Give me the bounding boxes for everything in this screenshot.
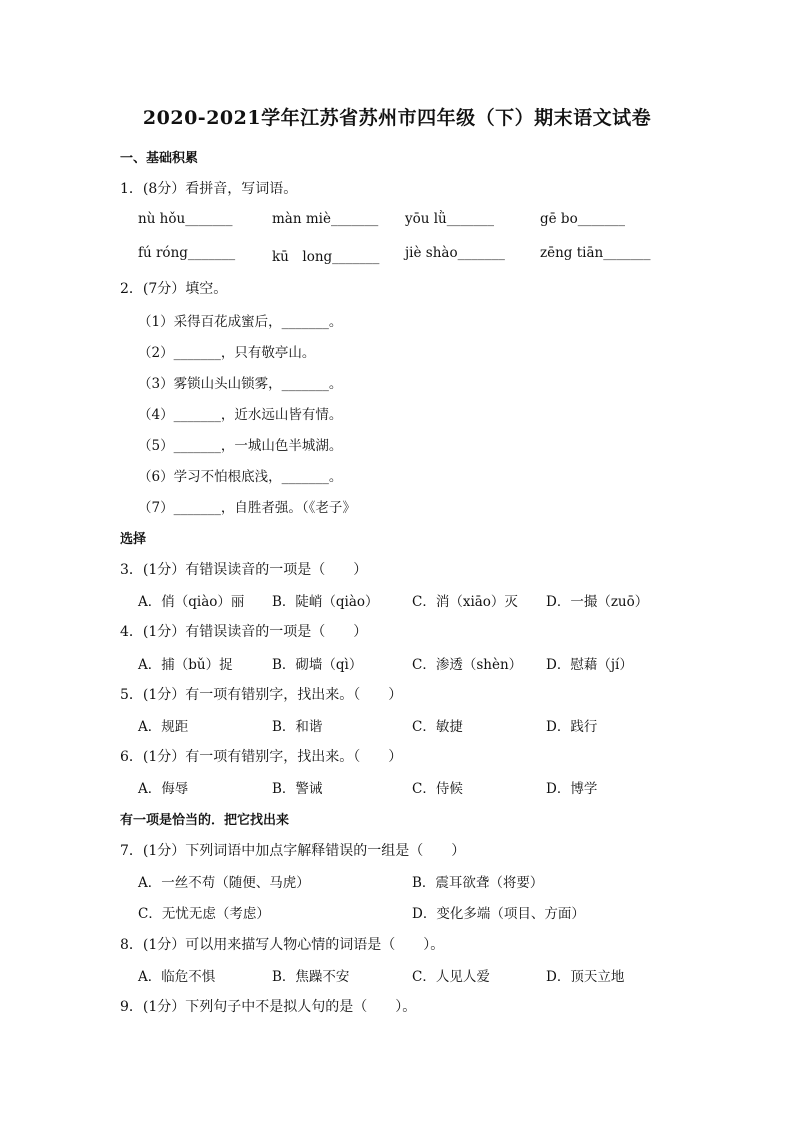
option-b: B．震耳欲聋（将要）	[412, 875, 544, 891]
pinyin-item: kū long_______	[272, 249, 380, 265]
pinyin-item: yōu lǜ_______	[405, 211, 495, 227]
option-a: A．侮辱	[138, 781, 189, 797]
option-d: D．践行	[546, 719, 598, 735]
pinyin-item: nù hǒu_______	[138, 211, 233, 227]
option-d: D．顶天立地	[546, 969, 625, 985]
section-heading-choice: 选择	[120, 532, 147, 547]
option-c: C．消（xiāo）灭	[412, 594, 518, 610]
option-d: D．变化多端（项目、方面）	[412, 906, 585, 922]
option-a: A．一丝不苟（随便、马虎）	[138, 875, 310, 891]
fill-blank-item: （1）采得百花成蜜后，_______。	[138, 314, 343, 330]
pinyin-item: gē bo_______	[540, 211, 625, 227]
option-a: A．捕（bǔ）捉	[138, 657, 233, 673]
option-d: D．慰藉（jí）	[546, 657, 633, 673]
option-c: C．敏捷	[412, 719, 463, 735]
question-2-stem: 2．(7分）填空。	[120, 281, 228, 297]
fill-blank-item: （7）_______，自胜者强。（《老子》	[138, 500, 356, 516]
section-heading-pick-one: 有一项是恰当的．把它找出来	[120, 813, 290, 828]
option-a: A．临危不惧	[138, 969, 216, 985]
question-5-stem: 5．(1分）有一项有错别字，找出来。（ ）	[120, 687, 403, 703]
option-b: B．焦躁不安	[272, 969, 350, 985]
option-c: C．侍候	[412, 781, 463, 797]
question-1-stem: 1．(8分）看拼音，写词语。	[120, 181, 298, 197]
question-3-stem: 3．(1分）有错误读音的一项是（ ）	[120, 562, 368, 578]
option-d: D．一撮（zuō）	[546, 594, 649, 610]
fill-blank-item: （3）雾锁山头山锁雾，_______。	[138, 376, 343, 392]
option-b: B．砌墙（qì）	[272, 657, 363, 673]
option-c: C．渗透（shèn）	[412, 657, 523, 673]
option-b: B．陡峭（qiào）	[272, 594, 379, 610]
question-7-stem: 7．(1分）下列词语中加点字解释错误的一组是（ ）	[120, 843, 466, 859]
option-a: A．规距	[138, 719, 189, 735]
section-heading-basics: 一、基础积累	[120, 151, 199, 166]
fill-blank-item: （4）_______，近水远山皆有情。	[138, 407, 343, 423]
option-d: D．博学	[546, 781, 598, 797]
question-8-stem: 8．(1分）可以用来描写人物心情的词语是（ ）。	[120, 937, 445, 953]
pinyin-item: zēng tiān_______	[540, 245, 651, 261]
option-b: B．警诫	[272, 781, 323, 797]
pinyin-item: màn miè_______	[272, 211, 379, 227]
option-c: C．人见人爱	[412, 969, 490, 985]
question-9-stem: 9．(1分）下列句子中不是拟人句的是（ ）。	[120, 999, 417, 1015]
option-c: C．无忧无虑（考虑）	[138, 906, 270, 922]
question-4-stem: 4．(1分）有错误读音的一项是（ ）	[120, 624, 368, 640]
fill-blank-item: （5）_______，一城山色半城湖。	[138, 438, 343, 454]
pinyin-item: fú róng_______	[138, 245, 236, 261]
fill-blank-item: （6）学习不怕根底浅，_______。	[138, 469, 343, 485]
question-6-stem: 6．(1分）有一项有错别字，找出来。（ ）	[120, 749, 403, 765]
fill-blank-item: （2）_______，只有敬亭山。	[138, 345, 316, 361]
exam-title: 2020-2021学年江苏省苏州市四年级（下）期末语文试卷	[142, 107, 652, 129]
option-a: A．俏（qiào）丽	[138, 594, 245, 610]
pinyin-item: jiè shào_______	[405, 245, 505, 261]
option-b: B．和谐	[272, 719, 323, 735]
